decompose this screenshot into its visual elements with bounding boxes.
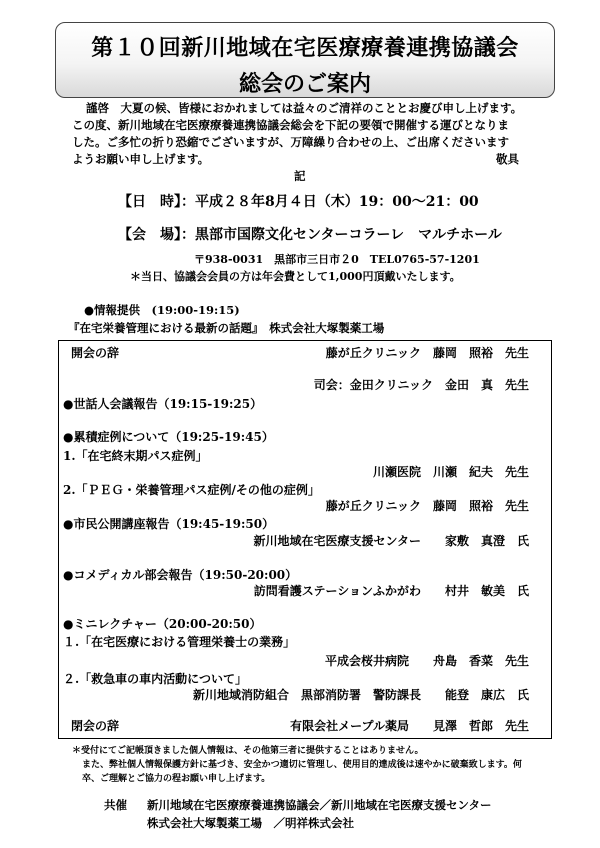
lecture-item-2-speaker: 新川地域消防組合 黒部消防署 警防課長 能登 康広 氏: [192, 688, 529, 702]
cohost-label: 共催: [104, 798, 127, 812]
intro-line-4: ようお願い申し上げます。: [72, 152, 210, 166]
sponsor-topic: 『在宅栄養管理における最新の話題』 株式会社大塚製薬工場: [68, 321, 385, 335]
closing-label: 閉会の辞: [71, 719, 120, 733]
section-public-lecture: ●市民公開講座報告（19:45-19:50）: [63, 517, 275, 531]
case-item-1: 1.「在宅終末期パス症例」: [63, 449, 208, 463]
case-item-1-speaker: 川瀬医院 川瀬 紀夫 先生: [372, 465, 529, 479]
lecture-item-1-speaker: 平成会桜井病院 舟島 香菜 先生: [324, 654, 529, 668]
opening-speaker: 藤が丘クリニック 藤岡 照裕 先生: [325, 346, 529, 360]
intro-line-3: した。ご多忙の折り恐縮でございますが、万障繰り合わせの上、ご出席くださいます: [72, 135, 509, 149]
lecture-item-1: １.「在宅医療における管理栄養士の業務」: [63, 635, 296, 649]
fee-note: ＊当日、協議会会員の方は年会費として1,000円頂戴いたします。: [130, 270, 461, 283]
venue-value: ：黒部市国際文化センターコラーレ マルチホール: [181, 227, 502, 243]
public-lecture-speaker: 新川地域在宅医療支援センター 家敷 真澄 氏: [253, 534, 529, 548]
lecture-item-2: ２.「救急車の車内活動について」: [63, 672, 247, 686]
venue-label: 【会 場】: [118, 227, 181, 243]
sponsor-heading: ●情報提供 (19:00-19:15): [84, 303, 240, 317]
chair-person: 司会：金田クリニック 金田 真 先生: [313, 378, 529, 392]
case-item-2: 2.「ＰＥＧ・栄養管理パス症例/その他の症例」: [63, 483, 320, 497]
opening-label: 開会の辞: [71, 346, 120, 360]
datetime-label: 【日 時】: [118, 194, 181, 210]
ki-mark: 記: [294, 169, 306, 183]
venue-address: 〒938-0031 黒部市三日市２0 TEL0765-57-1201: [194, 253, 480, 266]
datetime-row: [118, 191, 479, 211]
program-box: [58, 340, 552, 739]
page-title: 第１０回新川地域在宅医療療養連携協議会: [91, 35, 519, 61]
section-board-report: ●世話人会議報告（19:15-19:25）: [63, 397, 263, 411]
section-mini-lecture: ●ミニレクチャー（20:00-20:50）: [63, 617, 262, 631]
intro-closing: 敬具: [496, 152, 519, 166]
privacy-note-1: ＊受付にてご記帳頂きました個人情報は、その他第三者に提供することはありません。: [72, 746, 424, 756]
closing-speaker: 有限会社メープル薬局 見澤 哲郎 先生: [290, 719, 529, 733]
intro-line-2: この度、新川地域在宅医療療養連携協議会総会を下記の要領で開催する運びとなりま: [72, 118, 509, 132]
cohost-line-2: 株式会社大塚製薬工場 ／明祥株式会社: [147, 816, 354, 830]
datetime-value: ：平成２８年8月４日（木）19：00～21：00: [181, 194, 479, 210]
privacy-note-2: また、弊社個人情報保護方針に基づき、安全かつ適切に管理し、使用目的達成後は速やかに破棄致します。何: [82, 760, 522, 770]
section-comedical: ●コメディカル部会報告（19:50-20:00）: [63, 568, 298, 582]
page-subtitle: 総会のご案内: [238, 71, 371, 97]
title-box: [55, 22, 555, 98]
privacy-note-3: 卒、ご理解とご協力の程お願い申し上げます。: [82, 774, 271, 784]
comedical-speaker: 訪問看護ステーションふかがわ 村井 敏美 氏: [253, 584, 529, 598]
cohost-line-1: 新川地域在宅医療療養連携協議会／新川地域在宅医療支援センター: [147, 798, 492, 812]
case-item-2-speaker: 藤が丘クリニック 藤岡 照裕 先生: [325, 499, 529, 513]
section-case-studies: ●累積症例について（19:25-19:45）: [63, 430, 274, 444]
venue-row: [118, 224, 502, 244]
intro-line-1: 謹啓 大夏の候、皆様におかれましては益々のご清祥のこととお慶び申し上げます。: [86, 101, 523, 115]
